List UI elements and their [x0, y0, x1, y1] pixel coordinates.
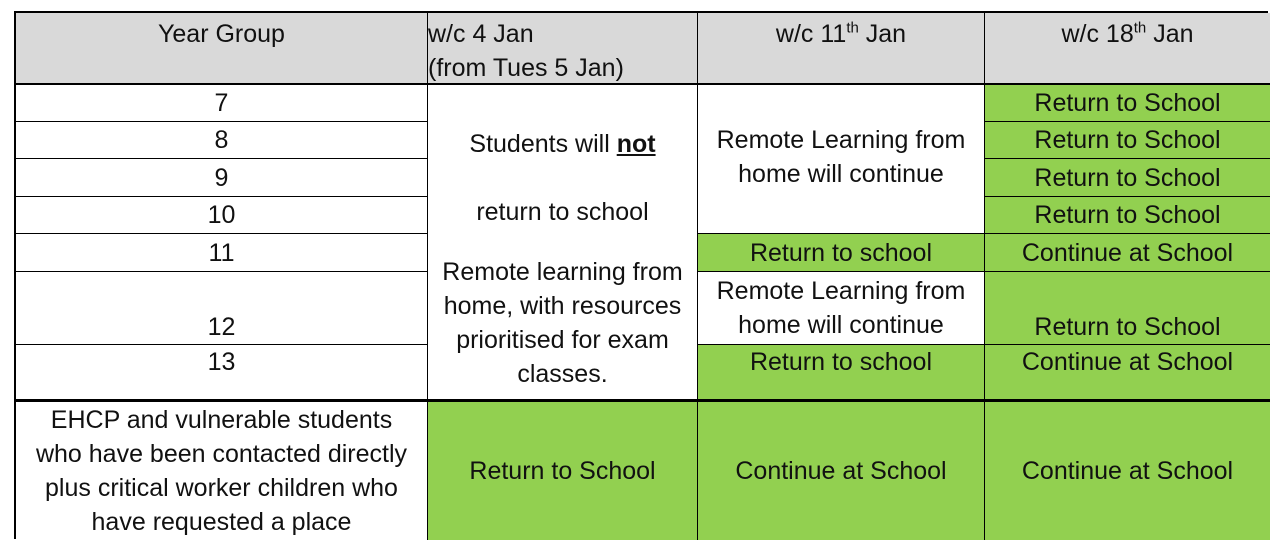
year-11: 11 — [16, 234, 428, 272]
year-9: 9 — [16, 159, 428, 197]
header-wc-11-jan-label: w/c 11th Jan — [775, 19, 907, 48]
wc-18-jan-year-13: Continue at School — [985, 345, 1270, 400]
wc-4-jan-remote-learning: Remote learning from home, with resources prioritised for exam classes. — [442, 258, 683, 388]
header-year-group-label: Year Group — [158, 20, 285, 48]
header-wc-4-jan — [428, 13, 698, 85]
header-wc-4-jan-line2: (from Tues 5 Jan) — [428, 54, 624, 82]
wc-18-jan-year-7: Return to School — [985, 85, 1270, 122]
header-wc-11-jan — [698, 13, 985, 85]
wc-4-jan-years-cell — [428, 85, 698, 400]
wc-11-jan-year-13: Return to school — [698, 345, 985, 400]
wc-18-jan-year-11: Continue at School — [985, 234, 1270, 272]
year-12: 12 — [16, 272, 428, 345]
schedule-table — [14, 11, 1268, 539]
wc-18-jan-year-10: Return to School — [985, 197, 1270, 234]
wc-4-jan-not-return: Students will not return to school — [469, 130, 656, 226]
ehcp-wc-18-jan: Continue at School — [985, 400, 1270, 540]
header-wc-4-jan-line1: w/c 4 Jan — [428, 20, 534, 48]
wc-18-jan-year-8: Return to School — [985, 122, 1270, 159]
wc-11-jan-year-11: Return to school — [698, 234, 985, 272]
header-wc-18-jan-label: w/c 18th Jan — [1061, 19, 1194, 48]
year-10: 10 — [16, 197, 428, 234]
ehcp-wc-11-jan: Continue at School — [698, 400, 985, 540]
year-7: 7 — [16, 85, 428, 122]
header-year-group — [16, 13, 428, 85]
wc-18-jan-year-9: Return to School — [985, 159, 1270, 197]
year-8: 8 — [16, 122, 428, 159]
ehcp-label: EHCP and vulnerable students who have been contacted directly plus critical worker children who have requested a place — [16, 400, 428, 540]
year-13: 13 — [16, 345, 428, 400]
ehcp-wc-4-jan: Return to School — [428, 400, 698, 540]
wc-18-jan-year-12: Return to School — [985, 272, 1270, 345]
header-wc-18-jan — [985, 13, 1270, 85]
wc-11-jan-years-7-10: Remote Learning from home will continue — [698, 85, 985, 234]
wc-11-jan-year-12: Remote Learning from home will continue — [698, 272, 985, 345]
